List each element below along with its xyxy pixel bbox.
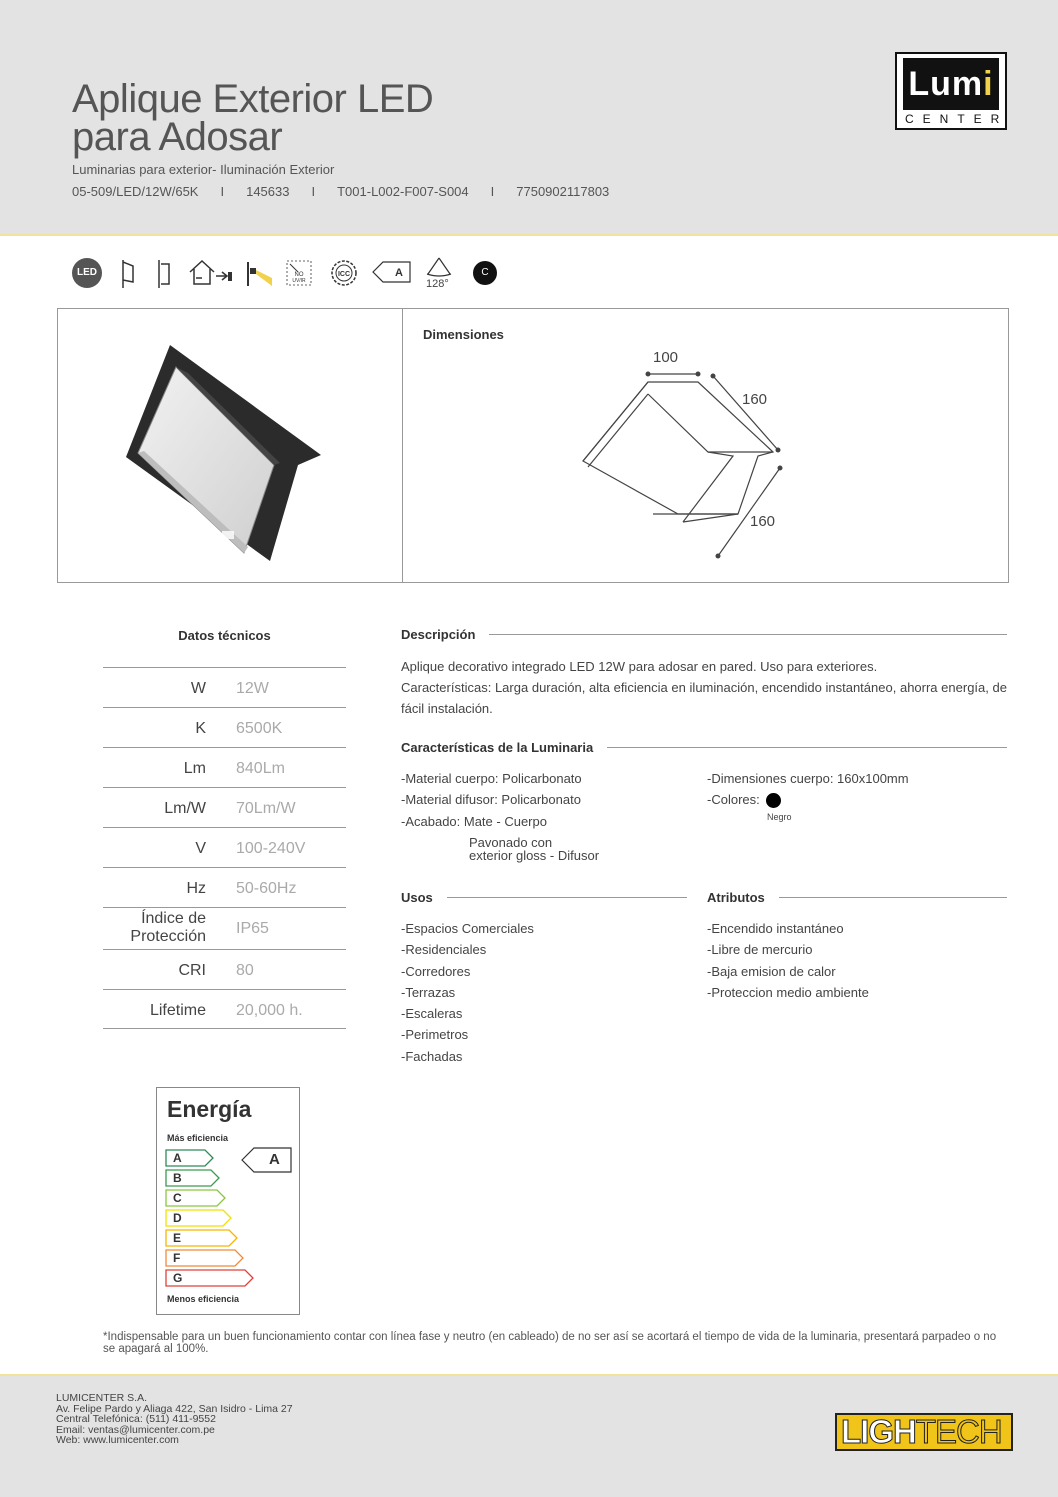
heading-rule (607, 747, 1007, 748)
energy-less-efficiency: Menos eficiencia (167, 1294, 240, 1304)
energy-class-g: G (173, 1271, 183, 1285)
usos-list (401, 918, 534, 1067)
spec-value: 70Lm/W (236, 800, 296, 817)
company-info (56, 1393, 293, 1446)
spec-value: 80 (236, 962, 254, 979)
atributos-heading (707, 890, 1007, 905)
list-item: Pavonado con (469, 835, 553, 850)
page-subtitle: Luminarias para exterior- Iluminación Exterior (72, 162, 335, 177)
title-line-2: para Adosar (72, 115, 283, 159)
spec-key (130, 910, 206, 946)
dimension-height: 160 (742, 391, 768, 408)
datos-tecnicos-title: Datos técnicos (178, 628, 271, 643)
barcode-number: 7750902117803 (516, 184, 610, 199)
svg-text:NO: NO (294, 272, 304, 278)
wall-beam-icon (244, 260, 274, 288)
spec-key: Lm (183, 760, 206, 777)
list-item: -Encendido instantáneo (707, 921, 844, 936)
spec-key-line-1: Índice de (141, 910, 206, 927)
logo-mark (903, 58, 999, 110)
descripcion-text (401, 656, 1007, 719)
usos-heading (401, 890, 687, 905)
spec-key: K (195, 720, 206, 737)
beam-angle-label: 128° (426, 278, 449, 290)
descripcion-line-1: Aplique decorativo integrado LED 12W para adosar en pared. Uso para exteriores. (401, 659, 878, 674)
colors-item (707, 789, 909, 810)
model-code: 05-509/LED/12W/65K (72, 184, 199, 199)
caracteristicas-heading (401, 740, 1007, 755)
logo-text-a: Lum (908, 65, 984, 103)
company-name: LUMICENTER S.A. (56, 1392, 148, 1404)
descripcion-title: Descripción (401, 627, 476, 642)
list-item: -Material cuerpo: Policarbonato (401, 771, 582, 786)
code-separator: I (311, 184, 316, 199)
logo-text-b: i (983, 65, 994, 103)
lightech-logo (835, 1413, 1013, 1451)
box-divider (402, 309, 403, 582)
atributos-title: Atributos (707, 890, 765, 905)
lumicenter-logo (895, 52, 1007, 130)
list-item: -Perimetros (401, 1027, 469, 1043)
energy-current-class: A (269, 1151, 280, 1168)
table-row (103, 707, 346, 747)
list-item: -Corredores (401, 963, 471, 979)
company-email: Email: ventas@lumicenter.com.pe (56, 1423, 215, 1436)
spec-value: 100-240V (236, 840, 306, 857)
company-web: Web: www.lumicenter.com (56, 1434, 179, 1446)
list-item: -Material difusor: Policarbonato (401, 792, 581, 808)
svg-text:UV/IR: UV/IR (292, 278, 306, 284)
energy-class-f: F (173, 1251, 181, 1265)
list-item: -Baja emision de calor (707, 963, 836, 979)
beam-angle-icon (424, 256, 454, 278)
spec-key: W (190, 680, 206, 697)
list-item: -Residenciales (401, 942, 487, 958)
list-item: -Fachadas (401, 1048, 463, 1064)
product-photo (118, 339, 338, 569)
list-item: -Terrazas (401, 984, 456, 1000)
surface-mount-icon (156, 258, 172, 290)
table-row (103, 667, 346, 707)
list-item: -Escaleras (401, 1006, 463, 1022)
descripcion-line-2: Características: Larga duración, alta eficiencia en iluminación, encendido instantáneo, ahorra energía, de fácil instalación. (401, 680, 1007, 716)
no-uv-ir-icon (286, 260, 312, 286)
spec-key-line-2: Protección (130, 928, 206, 945)
list-item: -Dimensiones cuerpo: 160x100mm (707, 771, 909, 786)
caracteristicas-right-list (707, 768, 909, 811)
dimension-width: 100 (653, 349, 679, 366)
led-icon: LED (72, 258, 102, 288)
spec-value: 20,000 h. (236, 1002, 303, 1019)
heading-rule (779, 897, 1007, 898)
table-row (103, 989, 346, 1029)
product-image-box (57, 308, 1009, 583)
energy-class-c: C (173, 1191, 182, 1205)
spec-key: Lifetime (149, 1002, 206, 1019)
spec-value: 6500K (236, 720, 283, 737)
title-line-1: Aplique Exterior LED (72, 77, 434, 121)
colors-label: -Colores: (707, 792, 760, 808)
table-row (103, 949, 346, 989)
dimension-depth: 160 (750, 513, 776, 530)
logo-subtext: CENTER (905, 112, 1009, 126)
icc-certification-icon (330, 259, 358, 287)
color-swatch-black (766, 793, 781, 808)
brand-text-a: LIGH (841, 1413, 916, 1450)
energy-class-d: D (173, 1211, 182, 1225)
spec-key: CRI (178, 962, 206, 979)
list-item: exterior gloss - Difusor (469, 848, 600, 863)
spec-value: IP65 (236, 920, 269, 937)
heading-rule (447, 897, 687, 898)
caracteristicas-title: Características de la Luminaria (401, 740, 594, 755)
spec-key: Hz (186, 880, 206, 897)
color-name-label: Negro (767, 812, 792, 822)
brand-text-b: TECH (915, 1413, 1002, 1450)
outdoor-house-icon (188, 258, 234, 288)
table-row (103, 827, 346, 867)
svg-text:A: A (395, 267, 403, 279)
spec-key: Lm/W (164, 800, 206, 817)
finish-detail (469, 836, 599, 862)
energy-class-icon (372, 261, 412, 283)
usos-title: Usos (401, 890, 433, 905)
category-code: T001-L002-F007-S004 (337, 184, 469, 199)
feature-icons (72, 256, 532, 296)
spec-key: V (195, 840, 206, 857)
energy-class-a: A (173, 1151, 182, 1165)
datos-tecnicos-table (103, 667, 346, 1029)
table-row (103, 907, 346, 949)
energy-current-class-arrow (241, 1147, 293, 1173)
color-code-icon: C (473, 261, 497, 285)
company-phone: Central Telefónica: (511) 411-9552 (56, 1413, 216, 1425)
energy-label (156, 1087, 300, 1315)
dimensions-title: Dimensiones (423, 327, 504, 342)
list-item: -Acabado: Mate - Cuerpo (401, 813, 547, 829)
code-separator: I (490, 184, 495, 199)
heading-rule (489, 634, 1007, 635)
page-title (72, 77, 434, 159)
descripcion-heading (401, 627, 1007, 642)
atributos-list (707, 918, 869, 1003)
dimension-drawing (573, 364, 843, 574)
list-item: -Espacios Comerciales (401, 921, 534, 936)
energy-class-e: E (173, 1231, 182, 1245)
product-codes (72, 184, 609, 199)
svg-text:ICC: ICC (337, 271, 351, 278)
code-separator: I (220, 184, 225, 199)
wall-mount-icon (120, 258, 136, 290)
list-item: -Proteccion medio ambiente (707, 984, 869, 1000)
energy-title: Energía (167, 1096, 252, 1122)
table-row (103, 787, 346, 827)
footnote: *Indispensable para un buen funcionamiento contar con línea fase y neutro (en cableado) de no ser así se acortará el tiempo de vida de la luminaria, presentará parpadeo o no se apagará al 100%. (103, 1331, 997, 1355)
energy-more-efficiency: Más eficiencia (167, 1133, 229, 1143)
company-address: Av. Felipe Pardo y Aliaga 422, San Isidro - Lima 27 (56, 1402, 293, 1415)
sku-code: 145633 (246, 184, 290, 199)
spec-value: 12W (236, 680, 269, 697)
table-row (103, 747, 346, 787)
spec-value: 840Lm (236, 760, 285, 777)
list-item: -Libre de mercurio (707, 942, 813, 958)
spec-value: 50-60Hz (236, 880, 297, 897)
table-row (103, 867, 346, 907)
energy-class-b: B (173, 1171, 182, 1185)
caracteristicas-left-list (401, 768, 582, 832)
